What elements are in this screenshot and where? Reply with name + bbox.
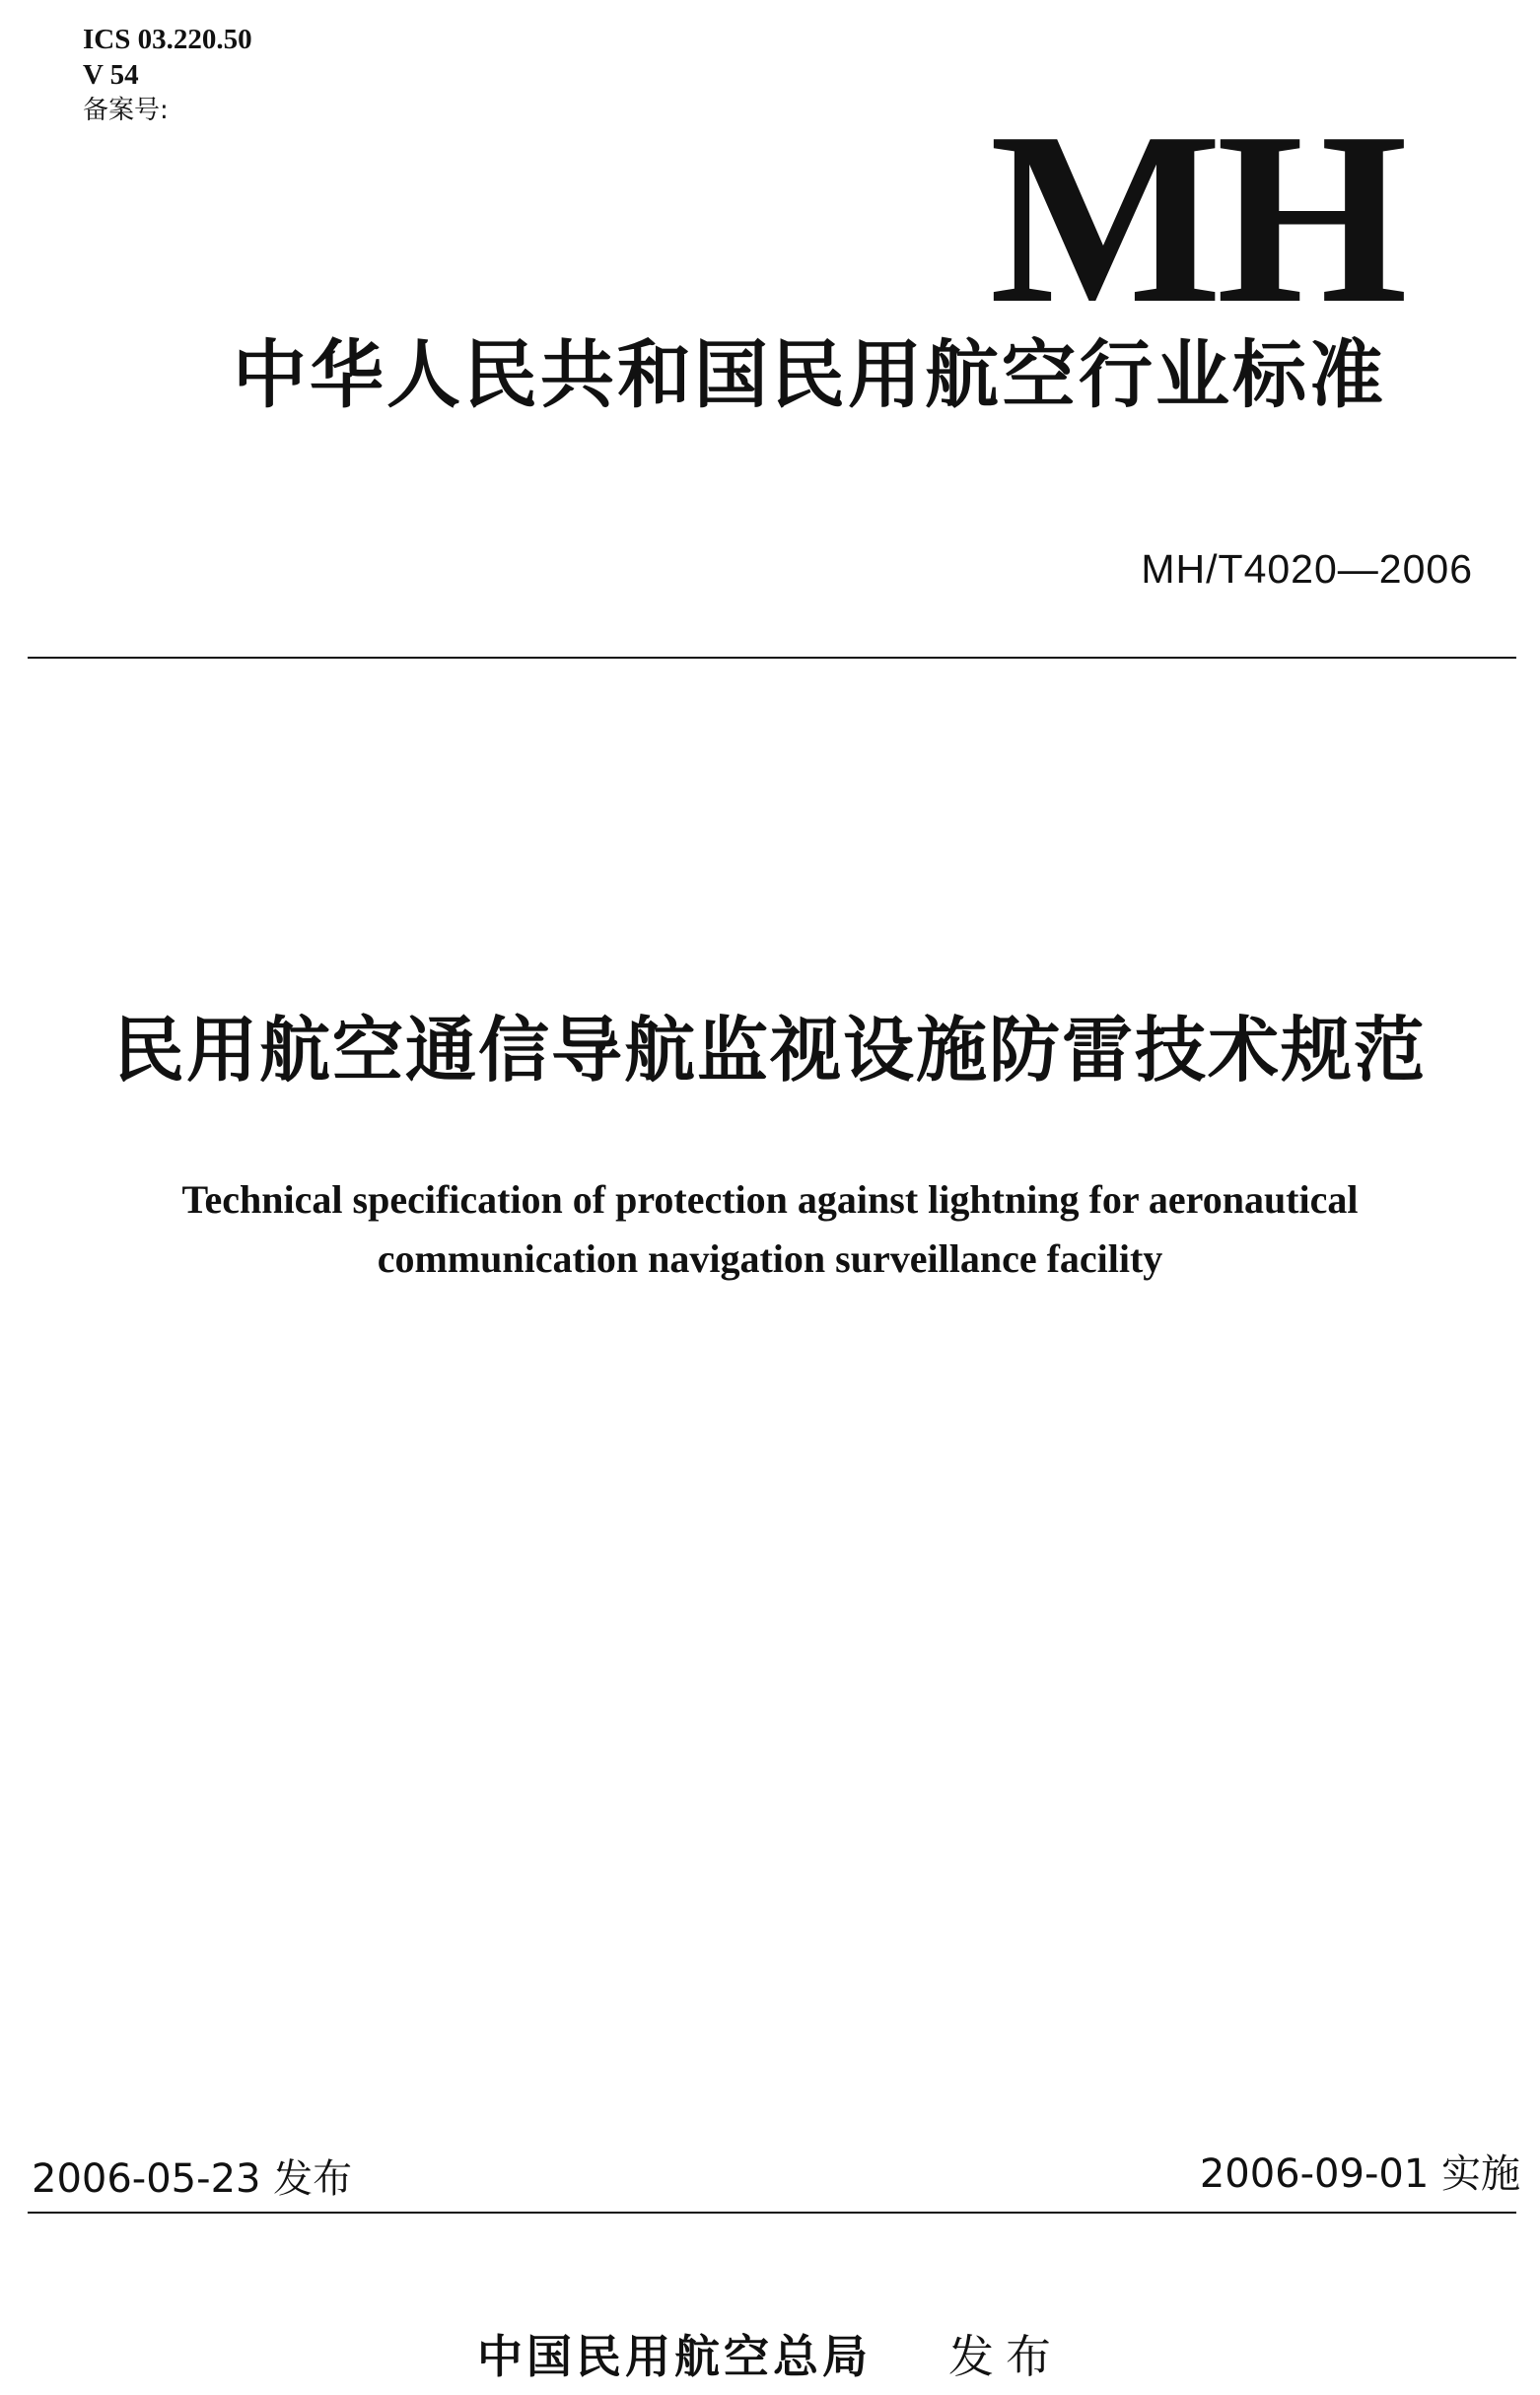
english-title-line-2: communication navigation surveillance facility <box>377 1236 1163 1281</box>
document-title-english <box>0 1170 1540 1289</box>
ics-code: ICS 03.220.50 <box>83 24 252 55</box>
standard-title: 中华人民共和国民用航空行业标准 <box>232 331 1386 418</box>
top-divider <box>28 657 1516 659</box>
publisher-name: 中国民用航空总局 <box>477 2330 872 2383</box>
category-code: V 54 <box>83 59 139 91</box>
mh-logo: MH <box>989 82 1402 355</box>
english-title-line-1: Technical specification of protection against lightning for aeronautical <box>181 1177 1359 1222</box>
classification-block <box>83 22 252 128</box>
implementation-date: 2006-09-01 实施 <box>1199 2151 1520 2197</box>
document-title-chinese: 民用航空通信导航监视设施防雷技术规范 <box>112 1009 1427 1092</box>
bottom-divider <box>28 2212 1516 2214</box>
filing-number-label: 备案号: <box>83 96 169 125</box>
issue-date: 2006-05-23 发布 <box>32 2156 353 2202</box>
publish-action: 发布 <box>948 2330 1063 2383</box>
publisher-line <box>0 2327 1540 2386</box>
standard-number: MH/T4020—2006 <box>1141 546 1473 592</box>
